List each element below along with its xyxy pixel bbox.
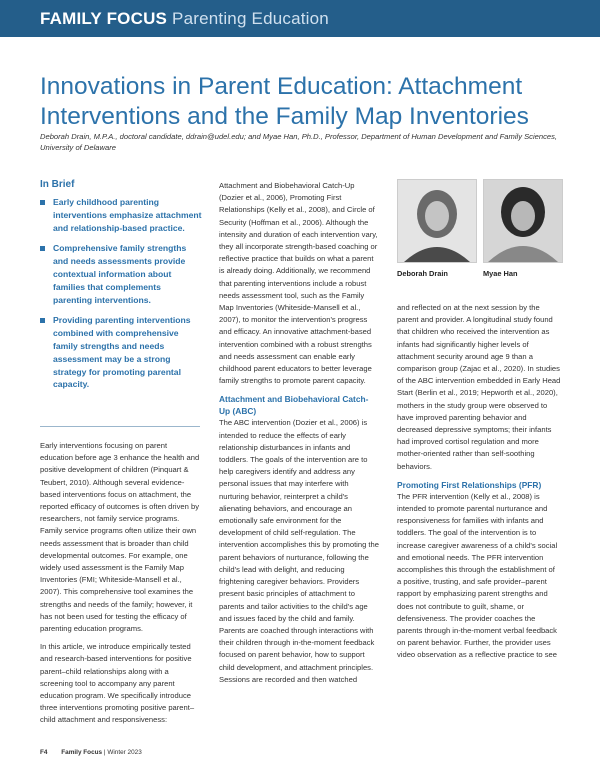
photo-caption: Myae Han (483, 269, 518, 278)
in-brief-heading: In Brief (40, 179, 75, 190)
paragraph: Early interventions focusing on parent education before age 3 enhance the health and positive development of children (Pinquart & Teubert, 2010). Although several evidence-based interventions focus on attachment, the reported efficacy of outcomes is often driven by researchers, not family service programs. Family service programs often utilize their own needs assessment that is broader than child developmental outcomes. For example, one widely used assessment is the Family Map Inventories (FMI; Whiteside-Mansell et al., 2007). This comprehensive tool examines the strengths and needs of the family; however, it has not been used for testing the efficacy of parenting education programs. (40, 441, 200, 634)
photo-caption: Deborah Drain (397, 269, 448, 278)
footer-divider: | (103, 749, 108, 756)
brief-item: Providing parenting interventions combined with comprehensive family strengths and needs assessment may be a strong strategy for promoting parental capacity. (40, 314, 202, 391)
banner-title (40, 9, 329, 29)
banner-series: FAMILY FOCUS (40, 9, 168, 28)
page-footer (40, 749, 142, 756)
paragraph: In this article, we introduce empirically tested and research-based interventions for positive parent–child relationships along with a screening tool to accompany any parent education program. We specifically introduce three interventions promoting positive parent–child attachment and responsiveness: (40, 642, 195, 725)
article-title: Innovations in Parent Education: Attachment Interventions and the Family Map Inventories (40, 73, 529, 131)
page-number: F4 (40, 749, 48, 756)
author-line: Deborah Drain, M.P.A., doctoral candidate, ddrain@udel.edu; and Myae Han, Ph.D., Professor, Department of Human Development and Family Sciences, University of Delaware (40, 132, 558, 152)
paragraph: The ABC intervention (Dozier et al., 2006) is intended to reduce the effects of early relationship disturbances in infants and toddlers. The goals of the intervention are to help caregivers identify and address any personal issues that may interfere with nurturing behavior, reinterpret a child's alienating behaviors, and encourage an emotionally safe environment for the development of child self-regulation. The intervention accomplishes this by promoting the parent behaviors of nurturance, following the child's lead with delight, and reducing frightening caregiver behaviors. Providers present basic principles of attachment to parents and tailor activities to the child's age and issues faced by the child and family. Parents are coached through interactions with their children through in-the-moment feedback focused on parent behavior, how to support child development, and attachment principles. Sessions are recorded and then watched (219, 418, 379, 684)
portrait-image (484, 180, 562, 262)
column-1 (40, 440, 200, 733)
section-heading-abc: Attachment and Biobehavioral Catch-Up (ABC) (219, 394, 369, 417)
magazine-name: Family Focus (61, 749, 103, 756)
in-brief-list (40, 196, 202, 399)
paragraph: and reflected on at the next session by the parent and provider. A longitudinal study found that children who received the intervention as infants had significantly higher levels of attachment security around age 9 than a comparison group (Zajac et al., 2020). In studies of the ABC intervention embedded in Early Head Start (Berlin et al., 2019; Hepworth et al., 2020), mothers in the study group were observed to have improved parenting behavior and decreased depressive symptoms; their infants had improved cortisol regulation and more mother-oriented rather than self-soothing behaviors. (397, 303, 561, 471)
divider (40, 426, 200, 427)
issue-label: Winter 2023 (107, 749, 142, 756)
paragraph: Attachment and Biobehavioral Catch-Up (Dozier et al., 2006), Promoting First Relationships (Kelly et al., 2008), and Circle of Security (Hoffman et al., 2006). Although the intensity and duration of each intervention vary, they all incorporate strength-based coaching or reflective practice that builds on what a parent is already doing. Additionally, we recommend that parenting interventions include a robust needs assessment tool, such as the Family Map Inventories (Whiteside-Mansell et al., 2007), to monitor the intervention's progress and efficacy. An innovative attachment-based intervention combined with a robust strengths and needs assessment can enable early childhood parent educators to better leverage family strengths to promote parent capacity. (219, 181, 378, 386)
column-3 (397, 302, 561, 668)
author-photo-drain (397, 179, 477, 263)
banner-section: Parenting Education (172, 9, 329, 28)
author-photo-han (483, 179, 563, 263)
brief-item: Early childhood parenting interventions emphasize attachment and relationship-based practice. (40, 196, 202, 234)
section-heading-pfr: Promoting First Relationships (PFR) (397, 479, 542, 490)
brief-item: Comprehensive family strengths and needs assessments provide contextual information about families that complements parenting interventions. (40, 242, 202, 306)
column-2 (219, 180, 379, 692)
paragraph: The PFR intervention (Kelly et al., 2008) is intended to promote parental nurturance and responsiveness for families with infants and toddlers. The goal of the intervention is to increase caregiver awareness of a child's social and emotional needs. The PFR intervention accomplishes this through the establishment of a positive, trusting, and safe provider–parent rapport by emphasizing parent strengths and does not contribute to guilt, shame, or defensiveness. The provider coaches the parents through in-the-moment verbal feedback on parent behavior. Further, the provider uses video observation as a reflective practice to see (397, 491, 558, 660)
portrait-image (398, 180, 476, 262)
section-banner (0, 0, 600, 37)
